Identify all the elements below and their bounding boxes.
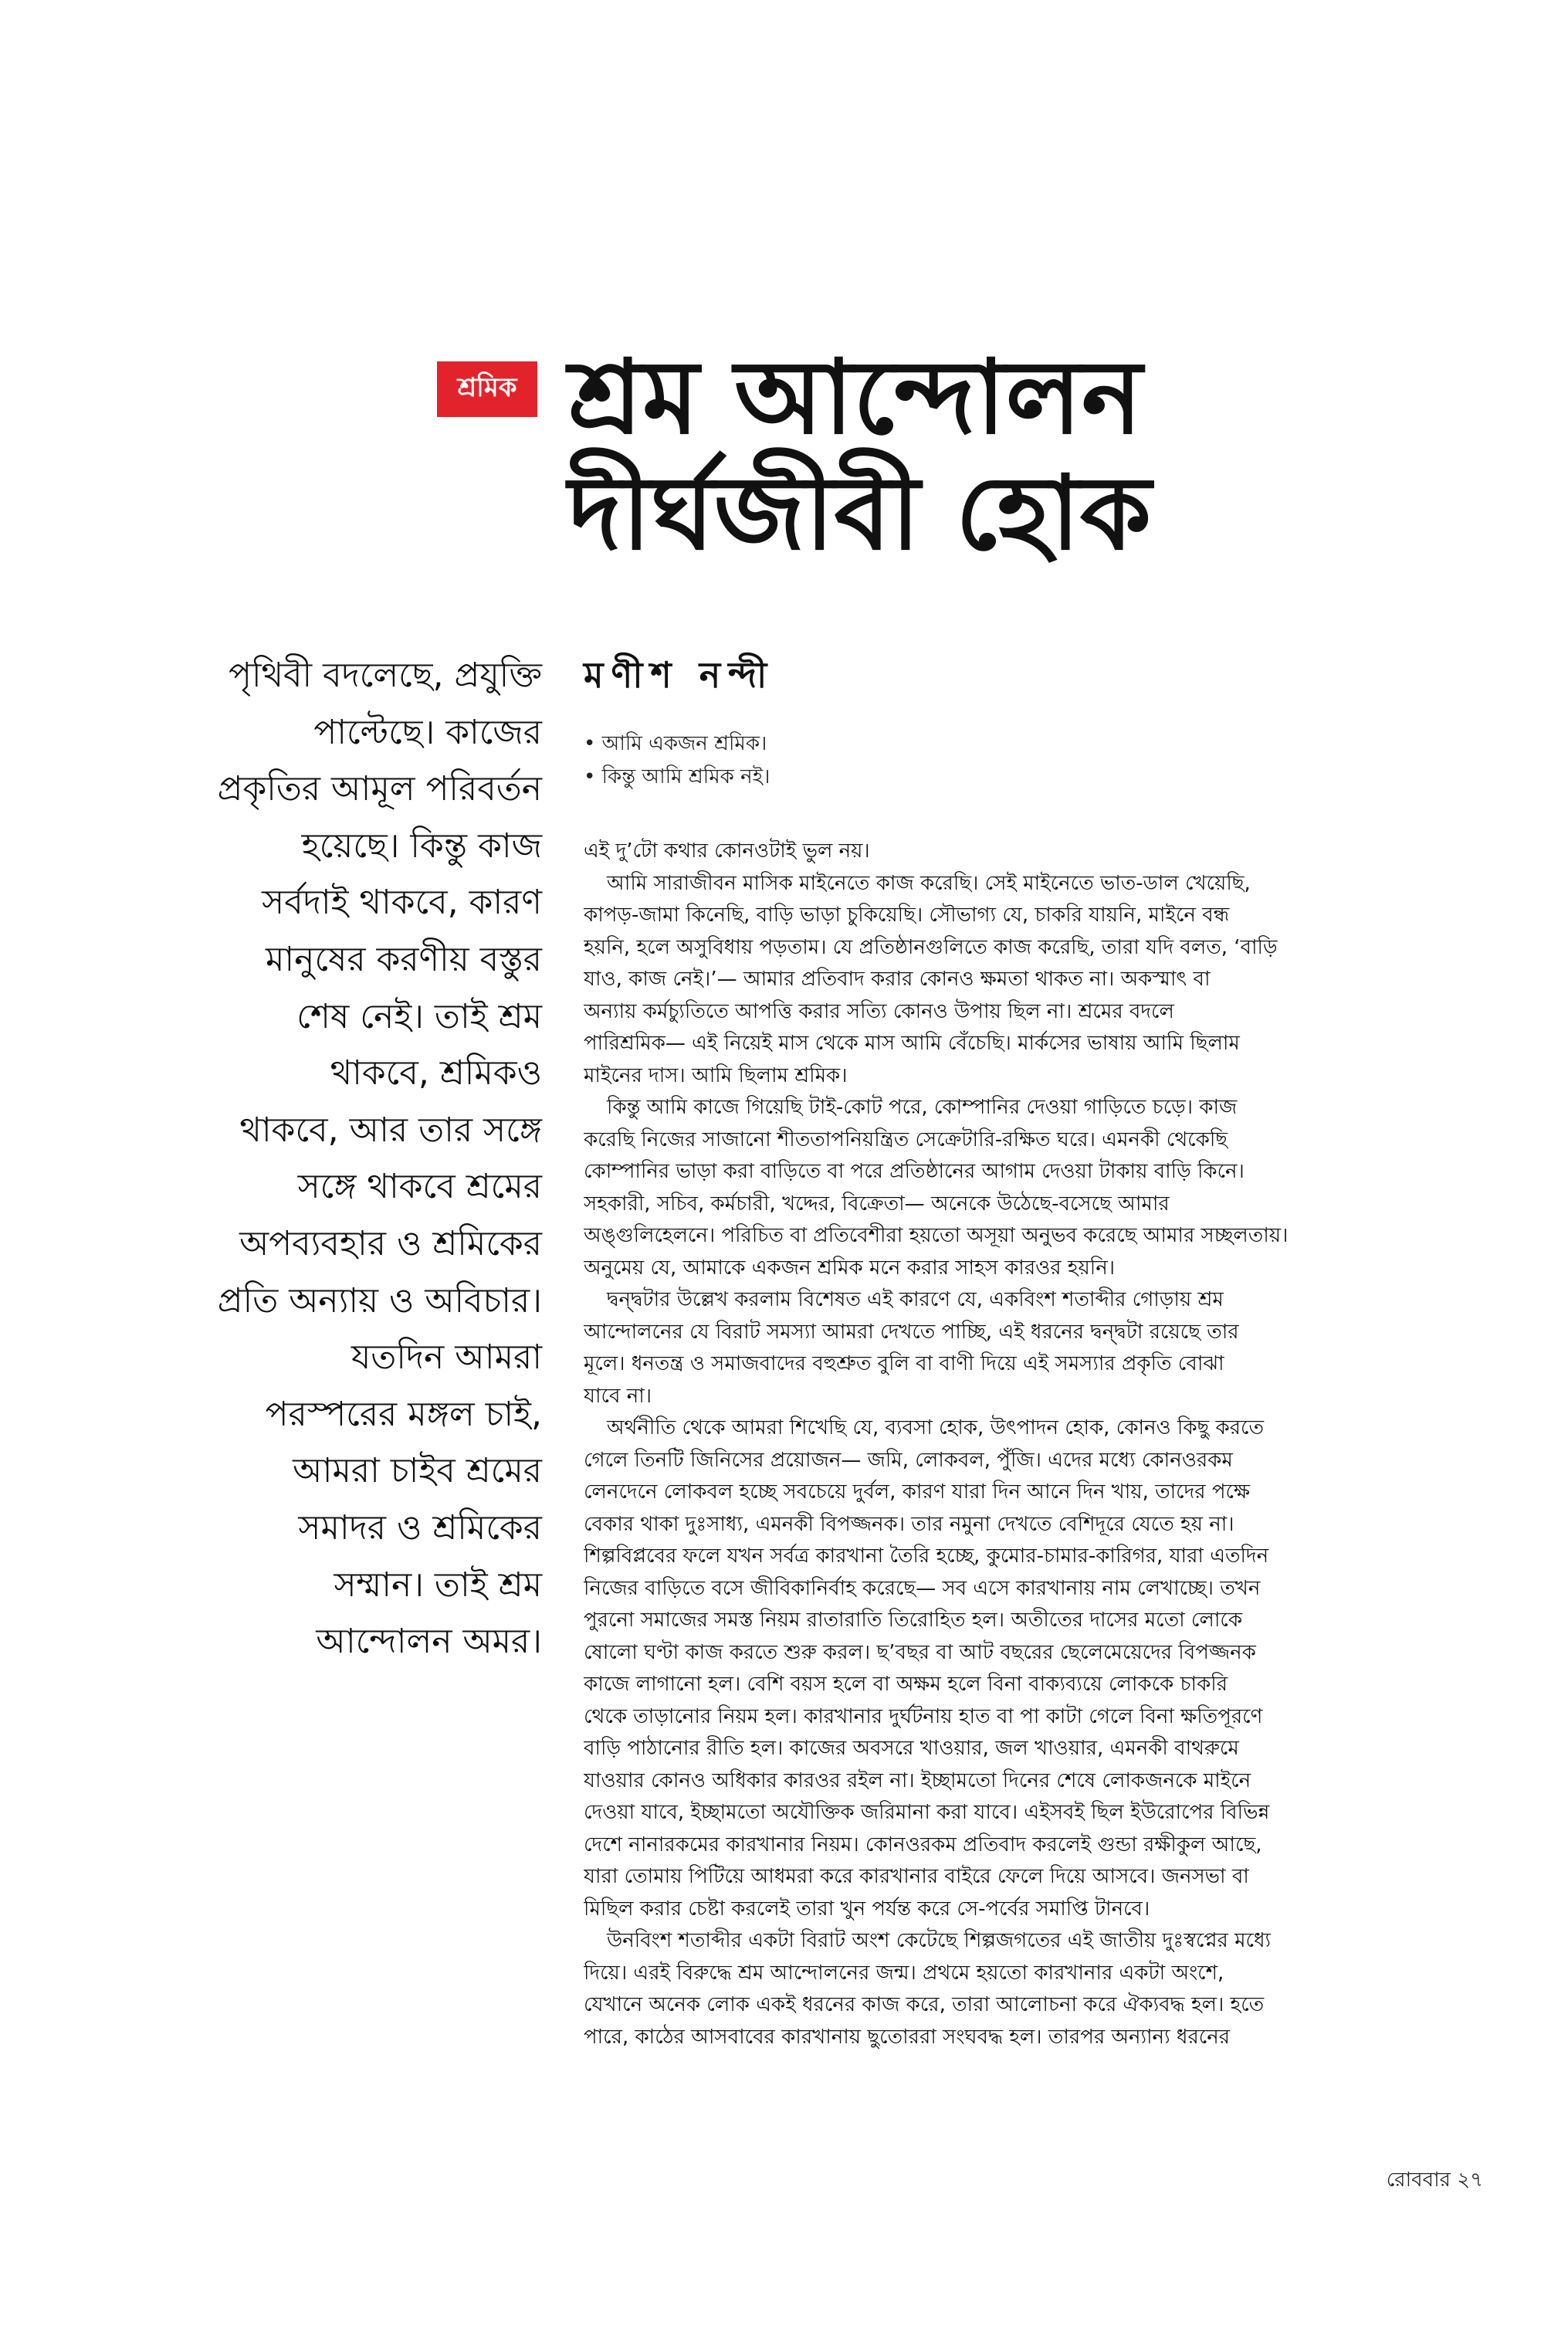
body-line: যেখানে অনেক লোক একই ধরনের কাজ করে, তারা আলোচনা করে ঐক্যবদ্ধ হল। হতে: [584, 1993, 1265, 2016]
headline: [568, 340, 1510, 571]
body-line: পারিশ্রমিক— এই নিয়েই মাস থেকে মাস আমি বেঁচেছি। মার্কসের ভাষায় আমি ছিলাম: [584, 1032, 1240, 1055]
body-line: যাও, কাজ নেই।’— আমার প্রতিবাদ করার কোনও ক্ষমতা থাকত না। অকস্মাৎ বা: [584, 968, 1211, 991]
body-line: অঙ্গুলিহেলনে। পরিচিত বা প্রতিবেশীরা হয়তো অসূয়া অনুভব করেছে আমার সচ্ছলতায়।: [584, 1224, 1289, 1247]
pull-quote-line: পরস্পরের মঙ্গল চাই,: [265, 1394, 542, 1434]
headline-line-2: দীর্ঘজীবী হোক: [568, 454, 1152, 573]
body-line: পুরনো সমাজের সমস্ত নিয়ম রাতারাতি তিরোহিত হল। অতীতের দাসের মতো লোকে: [584, 1609, 1243, 1632]
body-line: বেকার থাকা দুঃসাধ্য, এমনকী বিপজ্জনক। তার নমুনা দেখতে বেশিদূরে যেতে হয় না।: [584, 1512, 1234, 1536]
body-line: দ্বন্দ্বটার উল্লেখ করলাম বিশেষত এই কারণে যে, একবিংশ শতাব্দীর গোড়ায় শ্রম: [607, 1288, 1224, 1311]
body-line: অর্থনীতি থেকে আমরা শিখেছি যে, ব্যবসা হোক, উৎপাদন হোক, কোনও কিছু করতে: [607, 1416, 1265, 1439]
body-line: এই দু’টো কথার কোনওটাই ভুল নয়।: [584, 839, 870, 863]
body-line: মিছিল করার চেষ্টা করলেই তারা খুন পর্যন্ত করে সে-পর্বের সমাপ্তি টানবে।: [584, 1897, 1150, 1921]
pull-quote-line: সমাদর ও শ্রমিকের: [298, 1507, 542, 1548]
body-line: দেওয়া যাবে, ইচ্ছামতো অযৌক্তিক জরিমানা করা যাবে। এইসবই ছিল ইউরোপের বিভিন্ন: [584, 1801, 1270, 1824]
body-line: কোম্পানির ভাড়া করা বাড়িতে বা পরে প্রতিষ্ঠানের আগাম দেওয়া টাকায় বাড়ি কিনে।: [584, 1160, 1245, 1183]
body-line: উনবিংশ শতাব্দীর একটা বিরাট অংশ কেটেছে শিল্পজগতের এই জাতীয় দুঃস্বপ্নের মধ্যে: [607, 1929, 1272, 1952]
body-line: আমি সারাজীবন মাসিক মাইনেতে কাজ করেছি। সেই মাইনেতে ভাত-ডাল খেয়েছি,: [607, 871, 1251, 895]
body-line: যাবে না।: [584, 1384, 652, 1408]
pull-quote-line: প্রকৃতির আমূল পরিবর্তন: [217, 769, 542, 809]
pull-quote: [85, 647, 542, 1670]
body-line: যাওয়ার কোনও অধিকার কারওর রইল না। ইচ্ছামতো দিনের শেষে লোকজনকে মাইনে: [584, 1768, 1251, 1792]
page-folio: রোববার ২৭: [1386, 2168, 1483, 2192]
body-line: মূলে। ধনতন্ত্র ও সমাজবাদের বহুশ্রুত বুলি বা বাণী দিয়ে এই সমস্যার প্রকৃতি বোঝা: [584, 1352, 1224, 1375]
pull-quote-line: প্রতি অন্যায় ও অবিচার।: [217, 1280, 542, 1321]
pull-quote-line: থাকবে, আর তার সঙ্গে: [239, 1110, 542, 1150]
body-line: থেকে তাড়ানোর নিয়ম হল। কারখানার দুর্ঘটনায় হাত বা পা কাটা গেলে বিনা ক্ষতিপূরণে: [584, 1704, 1263, 1728]
body-line: নিজের বাড়িতে বসে জীবিকানির্বাহ করেছে— সব এসে কারখানায় নাম লেখাচ্ছে। তখন: [584, 1576, 1261, 1600]
pull-quote-line: সর্বদাই থাকবে, কারণ: [262, 883, 542, 923]
body-line: বাড়ি পাঠানোর রীতি হল। কাজের অবসরে খাওয়ার, জল খাওয়ার, এমনকী বাথরুমে: [584, 1737, 1239, 1760]
body-line: আন্দোলনের যে বিরাট সমস্যা আমরা দেখতে পাচ্ছি, এই ধরনের দ্বন্দ্বটা রয়েছে তার: [584, 1320, 1239, 1344]
body-line: গেলে তিনটি জিনিসের প্রয়োজন— জমি, লোকবল, পুঁজি। এদের মধ্যে কোনওরকম: [584, 1448, 1233, 1472]
body-line: অনুমেয় যে, আমাকে একজন শ্রমিক মনে করার সাহস কারওর হয়নি।: [584, 1256, 1116, 1280]
body-line: শিল্পবিপ্লবের ফলে যখন সর্বত্র কারখানা তৈরি হচ্ছে, কুমোর-চামার-কারিগর, যারা এতদিন: [584, 1544, 1269, 1568]
pull-quote-line: সঙ্গে থাকবে শ্রমের: [297, 1167, 542, 1207]
body-line: যারা তোমায় পিটিয়ে আধমরা করে কারখানার বাইরে ফেলে দিয়ে আসবে। জনসভা বা: [584, 1865, 1249, 1888]
body-line: কাপড়-জামা কিনেছি, বাড়ি ভাড়া চুকিয়েছি। সৌভাগ্য যে, চাকরি যায়নি, মাইনে বন্ধ: [584, 904, 1230, 927]
pull-quote-line: থাকবে, শ্রমিকও: [330, 1053, 542, 1093]
pull-quote-line: মানুষের করণীয় বস্তুর: [265, 939, 542, 979]
pull-quote-line: আমরা চাইব শ্রমের: [293, 1451, 542, 1491]
pull-quote-line: যতদিন আমরা: [351, 1338, 542, 1378]
body-line: দিয়ে। এরই বিরুদ্ধে শ্রম আন্দোলনের জন্ম। প্রথমে হয়তো কারখানার একটা অংশে,: [584, 1961, 1224, 1985]
headline-line-1: শ্রম আন্দোলন: [568, 338, 1143, 457]
section-tag: শ্রমিক: [437, 361, 537, 417]
article-body: [584, 836, 1425, 2053]
body-line: কাজে লাগানো হল। বেশি বয়স হলে বা অক্ষম হলে বিনা বাক্যব্যয়ে লোককে চাকরি: [584, 1673, 1228, 1696]
body-line: লেনদেনে লোকবল হচ্ছে সবচেয়ে দুর্বল, কারণ যারা দিন আনে দিন খায়, তাদের পক্ষে: [584, 1480, 1251, 1504]
body-line: কিন্তু আমি কাজে গিয়েছি টাই-কোট পরে, কোম্পানির দেওয়া গাড়িতে চড়ে। কাজ: [607, 1096, 1238, 1119]
bullet-item: • আমি একজন শ্রমিক।: [584, 732, 767, 755]
body-line: দেশে নানারকমের কারখানার নিয়ম। কোনওরকম প্রতিবাদ করলেই গুন্ডা রক্ষীকুল আছে,: [584, 1833, 1262, 1856]
intro-bullets: [584, 727, 770, 794]
author-byline: মণীশ নন্দী: [584, 654, 775, 696]
pull-quote-line: শেষ নেই। তাই শ্রম: [296, 996, 542, 1036]
pull-quote-line: পৃথিবী বদলেছে, প্রযুক্তি: [229, 656, 542, 695]
body-line: অন্যায় কর্মচ্যুতিতে আপত্তি করার সত্যি কোনও উপায় ছিল না। শ্রমের বদলে: [584, 999, 1174, 1023]
pull-quote-line: সম্মান। তাই শ্রম: [334, 1565, 542, 1605]
pull-quote-line: অপব্যবহার ও শ্রমিকের: [239, 1223, 542, 1263]
bullet-item: • কিন্তু আমি শ্রমিক নই।: [584, 765, 770, 788]
pull-quote-line: আন্দোলন অমর।: [316, 1622, 542, 1662]
body-line: মাইনের দাস। আমি ছিলাম শ্রমিক।: [584, 1063, 848, 1087]
body-line: হয়নি, হলে অসুবিধায় পড়তাম। যে প্রতিষ্ঠানগুলিতে কাজ করেছি, তারা যদি বলত, ‘বাড়ি: [584, 935, 1278, 959]
body-line: পারে, কাঠের আসবাবের কারখানায় ছুতোররা সংঘবদ্ধ হল। তারপর অন্যান্য ধরনের: [584, 2025, 1231, 2049]
pull-quote-line: হয়েছে। কিন্তু কাজ: [301, 826, 542, 866]
body-line: করেছি নিজের সাজানো শীততাপনিয়ন্ত্রিত সেক্রেটারি-রক্ষিত ঘরে। এমনকী থেকেছি: [584, 1127, 1228, 1151]
pull-quote-line: পাল্টেছে। কাজের: [313, 712, 542, 752]
body-line: ষোলো ঘণ্টা কাজ করতে শুরু করল। ছ’বছর বা আট বছরের ছেলেমেয়েদের বিপজ্জনক: [584, 1640, 1256, 1664]
body-line: সহকারী, সচিব, কর্মচারী, খদ্দের, বিক্রেতা— অনেকে উঠেছে-বসেছে আমার: [584, 1192, 1170, 1216]
